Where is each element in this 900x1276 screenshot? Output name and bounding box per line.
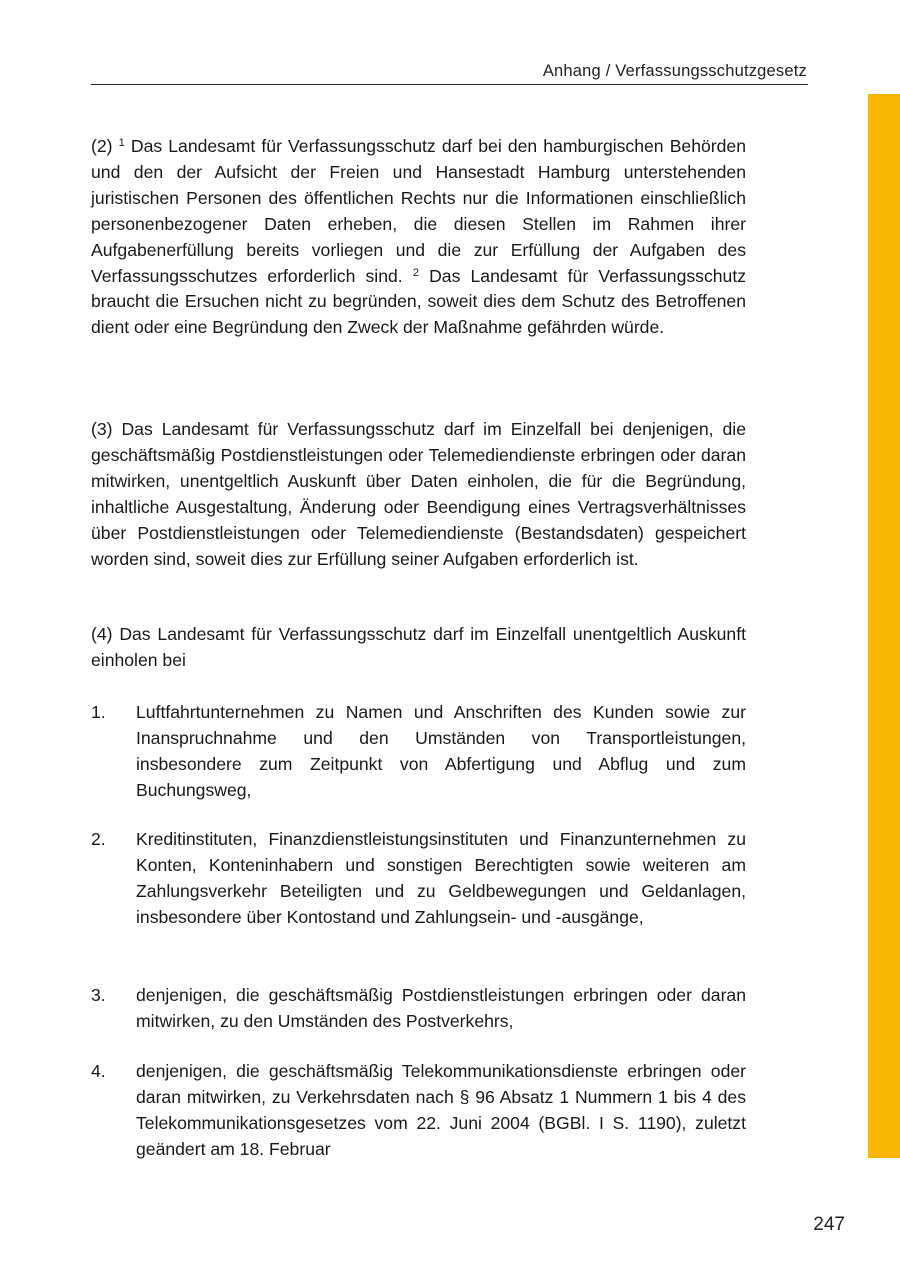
header-rule <box>91 84 808 85</box>
chapter-tab-bar <box>868 94 900 1158</box>
paragraph-4: (4) Das Landesamt für Verfassungsschutz darf im Einzelfall unentgeltlich Auskunft einholen bei <box>91 624 746 670</box>
list-item-number: 3. <box>91 985 106 1005</box>
list-item-2 <box>91 827 746 931</box>
list-item-3 <box>91 983 746 1035</box>
page-number: 247 <box>813 1214 845 1235</box>
list-item-number: 2. <box>91 829 106 849</box>
running-header: Anhang / Verfassungsschutzgesetz <box>542 62 807 80</box>
sentence-1-marker: 1 <box>118 137 125 149</box>
paragraph-3: (3) Das Landesamt für Verfassungsschutz darf im Einzelfall bei denjenigen, die geschäftsmäßig Postdienstleistungen oder Telemediendienste erbringen oder daran mitwirken, unentgeltlich Auskunft über Daten einholen, die für die Begründung, inhaltliche Ausgestaltung, Änderung oder Beendigung eines Vertragsverhältnisses über Postdienstleistungen oder Telemediendienste (Bestandsdaten) gespeichert worden sind, soweit dies zur Erfüllung seiner Aufgaben erforderlich ist. <box>91 419 746 569</box>
list-item-4 <box>91 1059 746 1163</box>
list-item-text: denjenigen, die geschäftsmäßig Postdienstleistungen erbringen oder daran mitwirken, zu den Umständen des Postverkehrs, <box>136 985 746 1031</box>
list-item-text: denjenigen, die geschäftsmäßig Telekommunikationsdienste erbringen oder daran mitwirken, zu Verkehrsdaten nach § 96 Absatz 1 Nummern 1 bis 4 des Telekommunikationsgesetzes vom 22. Juni 2004 (BGBl. I S. 1190), zuletzt geändert am 18. Februar <box>136 1061 746 1159</box>
sentence-2-marker: 2 <box>412 266 419 279</box>
list-item-1 <box>91 700 746 804</box>
list-item-number: 1. <box>91 702 106 722</box>
list-item-text: Kreditinstituten, Finanzdienstleistungsinstituten und Finanzunternehmen zu Konten, Konteninhabern und sonstigen Berechtigten sowie weiteren am Zahlungsverkehr Beteiligten und zu Geldbewegungen und Geldanlagen, insbesondere über Kontostand und Zahlungsein- und -ausgänge, <box>136 829 746 927</box>
paragraph-2 <box>91 134 746 341</box>
list-item-text: Luftfahrtunternehmen zu Namen und Anschriften des Kunden sowie zur Inanspruchnahme und den Umständen von Transportleistungen, insbesondere zum Zeitpunkt von Abfertigung und Abflug und zum Buchungsweg, <box>136 702 746 800</box>
paragraph-2-sentence-1: Das Landesamt für Verfassungsschutz darf bei den hamburgischen Behörden und den der Aufsicht der Freien und Hansestadt Hamburg unterstehenden juristischen Personen des öffentlichen Rechts nur die Informationen einschließlich personenbezogener Daten erheben, die diesen Stellen im Rahmen ihrer Aufgabenerfüllung bereits vorliegen und die zur Erfüllung der Aufgaben des Verfassungsschutzes erforderlich sind. <box>91 136 746 286</box>
paragraph-2-label: (2) <box>91 136 113 156</box>
list-item-number: 4. <box>91 1061 106 1081</box>
paragraph-2-sentence-2: Das Landesamt für Verfassungsschutz braucht die Ersuchen nicht zu begründen, soweit dies dem Schutz des Betroffenen dient oder eine Begründung den Zweck der Maßnahme gefährden würde. <box>91 265 747 338</box>
